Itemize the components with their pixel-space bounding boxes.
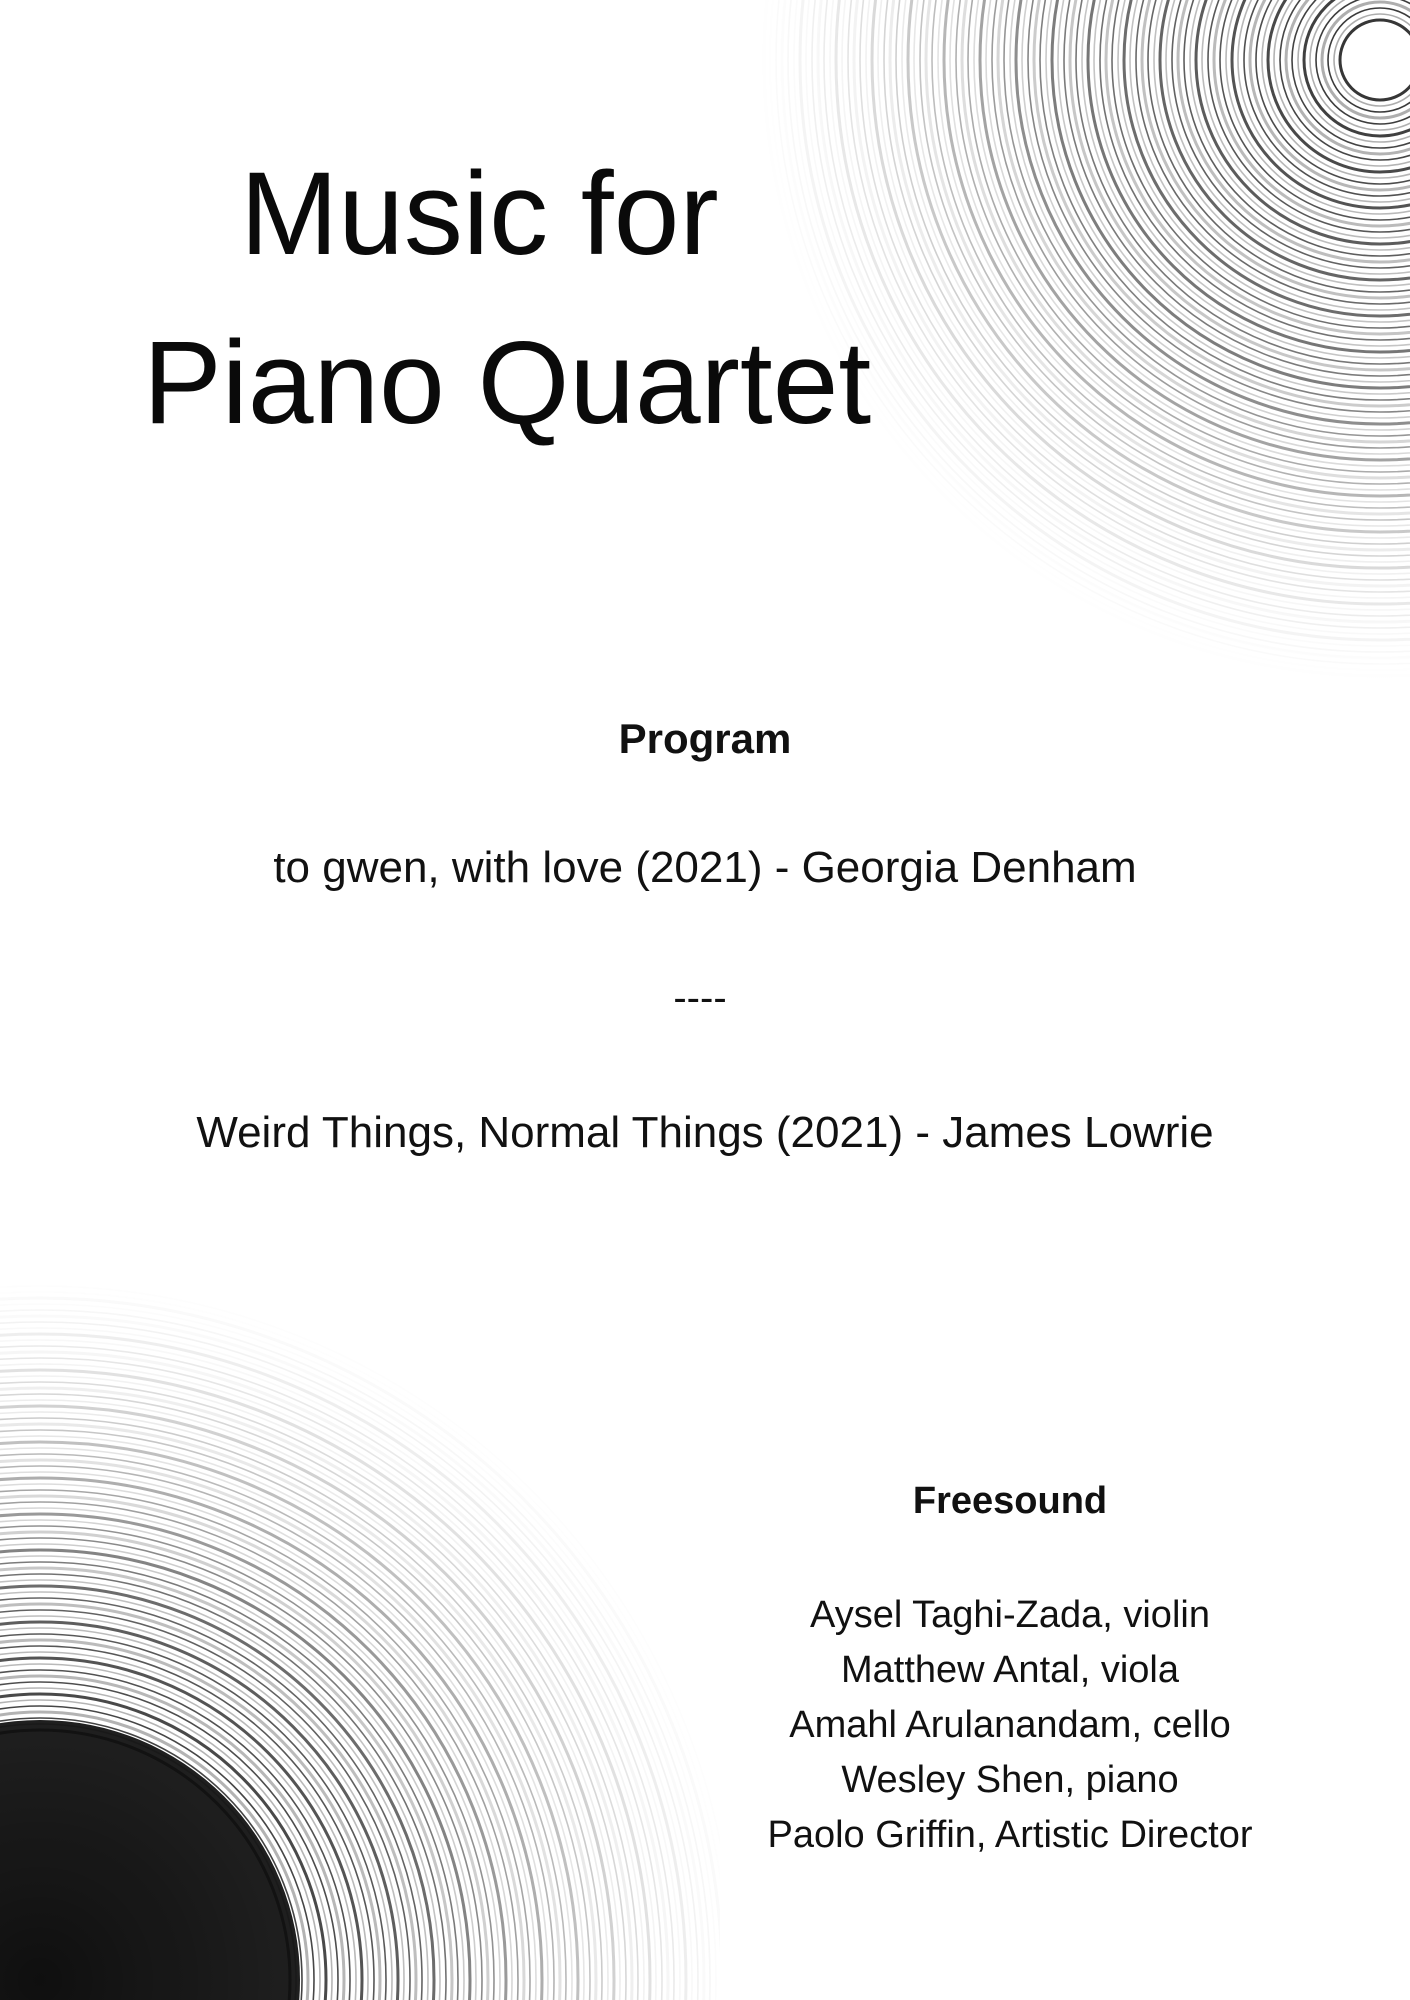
performer-item: Amahl Arulanandam, cello xyxy=(789,1704,1231,1746)
program-item: Weird Things, Normal Things (2021) - James Lowrie xyxy=(196,1108,1214,1157)
performer-item: Aysel Taghi-Zada, violin xyxy=(810,1594,1210,1636)
ensemble-name: Freesound xyxy=(912,1480,1108,1522)
program-heading: Program xyxy=(618,715,792,762)
title-line-1: Music for xyxy=(240,148,719,280)
program-separator: ---- xyxy=(673,976,727,1020)
decorative-grooves-bottom-left xyxy=(0,1250,720,2000)
program-item: to gwen, with love (2021) - Georgia Denham xyxy=(273,843,1137,892)
performer-list xyxy=(710,1588,1310,1863)
title-line-2: Piano Quartet xyxy=(143,317,872,449)
performer-item: Paolo Griffin, Artistic Director xyxy=(767,1814,1253,1856)
performer-item: Wesley Shen, piano xyxy=(841,1759,1179,1801)
performer-item: Matthew Antal, viola xyxy=(841,1649,1179,1691)
